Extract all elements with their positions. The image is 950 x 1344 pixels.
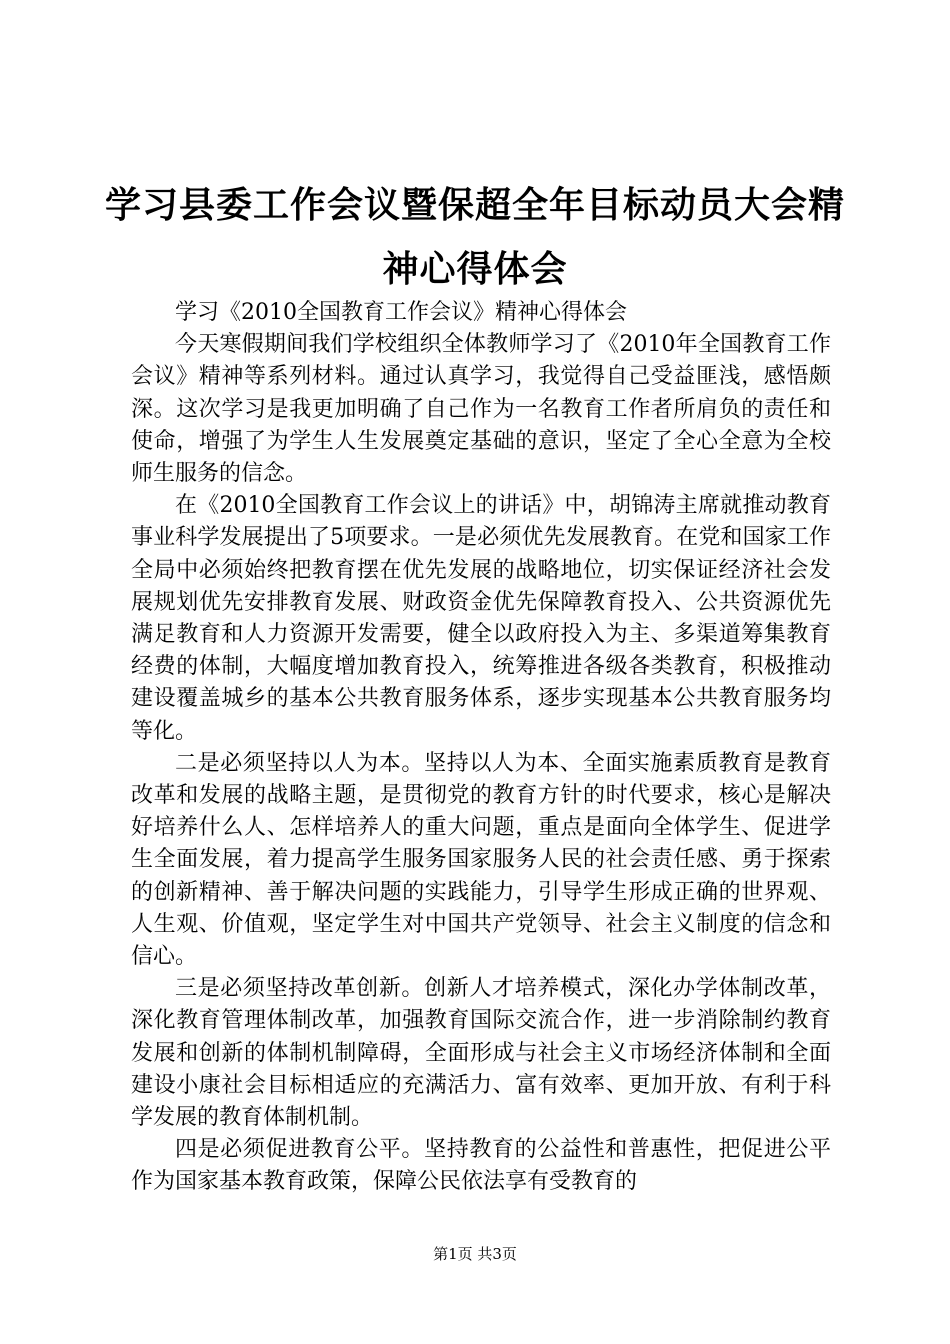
document-body: [131, 297, 831, 1199]
paragraph: 二是必须坚持以人为本。坚持以人为本、全面实施素质教育是教育改革和发展的战略主题，是贯彻党的教育方针的时代要求，核心是解决好培养什么人、怎样培养人的重大问题，重点是面向全体学生、促进学生全面发展，着力提高学生服务国家服务人民的社会责任感、勇于探索的创新精神、善于解决问题的实践能力，引导学生形成正确的世界观、人生观、价值观，坚定学生对中国共产党领导、社会主义制度的信念和信心。: [131, 750, 831, 970]
paragraph-subtitle: 学习《2010全国教育工作会议》精神心得体会: [175, 300, 627, 325]
paragraph: 在《2010全国教育工作会议上的讲话》中，胡锦涛主席就推动教育事业科学发展提出了5项要求。一是必须优先发展教育。在党和国家工作全局中必须始终把教育摆在优先发展的战略地位，切实保证经济社会发展规划优先安排教育发展、财政资金优先保障教育投入、公共资源优先满足教育和人力资源开发需要，健全以政府投入为主、多渠道筹集教育经费的体制，大幅度增加教育投入，统筹推进各级各类教育，积极推动建设覆盖城乡的基本公共教育服务体系，逐步实现基本公共教育服务均等化。: [131, 493, 831, 744]
paragraph: 四是必须促进教育公平。坚持教育的公益性和普惠性，把促进公平作为国家基本教育政策，保障公民依法享有受教育的: [131, 1137, 831, 1195]
document-title-line-2: 神心得体会: [382, 249, 568, 290]
paragraph: 三是必须坚持改革创新。创新人才培养模式，深化办学体制改革，深化教育管理体制改革，加强教育国际交流合作，进一步消除制约教育发展和创新的体制机制障碍，全面形成与社会主义市场经济体制和全面建设小康社会目标相适应的充满活力、富有效率、更加开放、有利于科学发展的教育体制机制。: [131, 976, 831, 1131]
page-footer: 第1页 共3页: [433, 1245, 517, 1263]
paragraph: 今天寒假期间我们学校组织全体教师学习了《2010年全国教育工作会议》精神等系列材料。通过认真学习，我觉得自己受益匪浅，感悟颇深。这次学习是我更加明确了自己作为一名教育工作者所肩负的责任和使命，增强了为学生人生发展奠定基础的意识，坚定了全心全意为全校师生服务的信念。: [131, 332, 831, 487]
document-title-line-1: 学习县委工作会议暨保超全年目标动员大会精: [104, 185, 845, 226]
